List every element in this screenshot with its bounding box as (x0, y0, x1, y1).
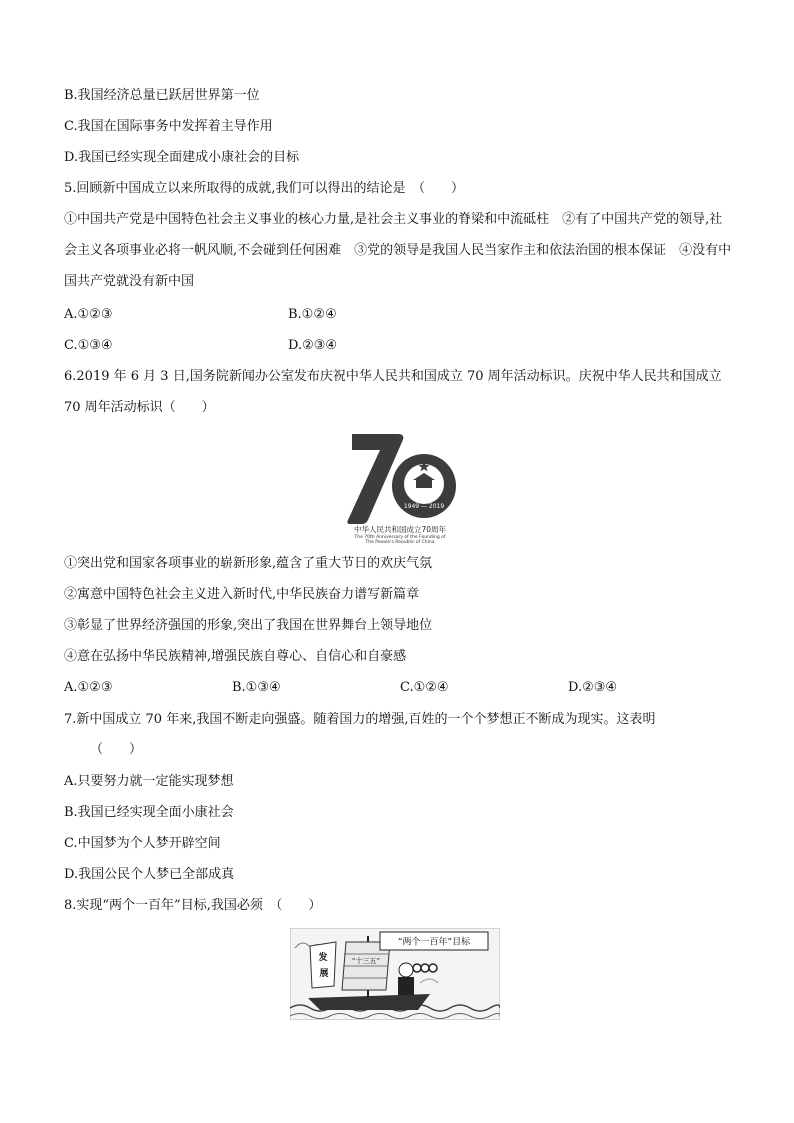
logo-title-en-2: The People's Republic of China (365, 540, 435, 543)
flag-char-1: 发 (318, 953, 328, 963)
q6-stem: 6.2019 年 6 月 3 日,国务院新闻办公室发布庆祝中华人民共和国成立 70 周年活动标识。庆祝中华人民共和国成立 70 周年活动标识（ ） (64, 369, 722, 415)
q6-statement-1: ①突出党和国家各项事业的崭新形象,蕴含了重大节日的欢庆气氛 (64, 556, 433, 571)
q5-statements: ①中国共产党是中国特色社会主义事业的核心力量,是社会主义事业的脊梁和中流砥柱 ②有了中国共产党的领导,社会主义各项事业必将一帆风顺,不会碰到任何困难 ③党的领导是我国人民当家作主和依法治国的根本保证 ④没有中国共产党就没有新中国 (64, 212, 732, 289)
logo-title-cn: 中华人民共和国成立70周年 (353, 525, 447, 534)
figure-body (398, 977, 414, 995)
q6-option-d: D.②③④ (568, 680, 618, 695)
sail-label: “十三五” (351, 957, 381, 965)
q5-option-d: D.②③④ (288, 338, 338, 353)
flag-char-2: 展 (319, 969, 329, 979)
q7-option-c: C.中国梦为个人梦开辟空间 (64, 836, 221, 851)
q7-option-a: A.只要努力就一定能实现梦想 (64, 774, 234, 789)
logo-title-en-1: The 70th Anniversary of the Founding of (354, 535, 446, 540)
q7-option-d: D.我国公民个人梦已全部成真 (64, 867, 235, 882)
q5-option-b: B.①②④ (288, 307, 337, 322)
q6-option-a: A.①②③ (64, 680, 113, 695)
prev-option-b: B.我国经济总量已跃居世界第一位 (64, 88, 260, 103)
prev-option-c: C.我国在国际事务中发挥着主导作用 (64, 119, 273, 134)
q6-option-b: B.①③④ (232, 680, 281, 695)
q6-option-c: C.①②④ (400, 680, 449, 695)
logo-years: 1949 — 2019 (403, 503, 445, 510)
development-flag (310, 942, 336, 988)
anniversary-logo (320, 428, 480, 543)
q7-option-b: B.我国已经实现全面小康社会 (64, 805, 234, 820)
q6-statement-2: ②寓意中国特色社会主义进入新时代,中华民族奋力谱写新篇章 (64, 587, 420, 602)
q5-option-a: A.①②③ (64, 307, 113, 322)
figure-head (399, 963, 413, 977)
q7-stem: 7.新中国成立 70 年来,我国不断走向强盛。随着国力的增强,百姓的一个个梦想正不断成为现实。这表明 (64, 712, 656, 727)
binoculars-icon (413, 964, 421, 972)
prev-option-d: D.我国已经实现全面建成小康社会的目标 (64, 150, 300, 165)
cartoon-ship-illustration (290, 928, 500, 1020)
q5-stem: 5.回顾新中国成立以来所取得的成就,我们可以得出的结论是 （ ） (64, 181, 465, 196)
speech-text: “两个一百年”目标 (397, 937, 471, 948)
q7-answer-bracket: （ ） (90, 742, 143, 757)
q8-stem: 8.实现“两个一百年”目标,我国必须 （ ） (64, 898, 322, 913)
q5-option-c: C.①③④ (64, 338, 113, 353)
q6-statement-4: ④意在弘扬中华民族精神,增强民族自尊心、自信心和自豪感 (64, 649, 407, 664)
q6-statement-3: ③彰显了世界经济强国的形象,突出了我国在世界舞台上领导地位 (64, 618, 433, 633)
logo-gate-icon (416, 480, 432, 488)
